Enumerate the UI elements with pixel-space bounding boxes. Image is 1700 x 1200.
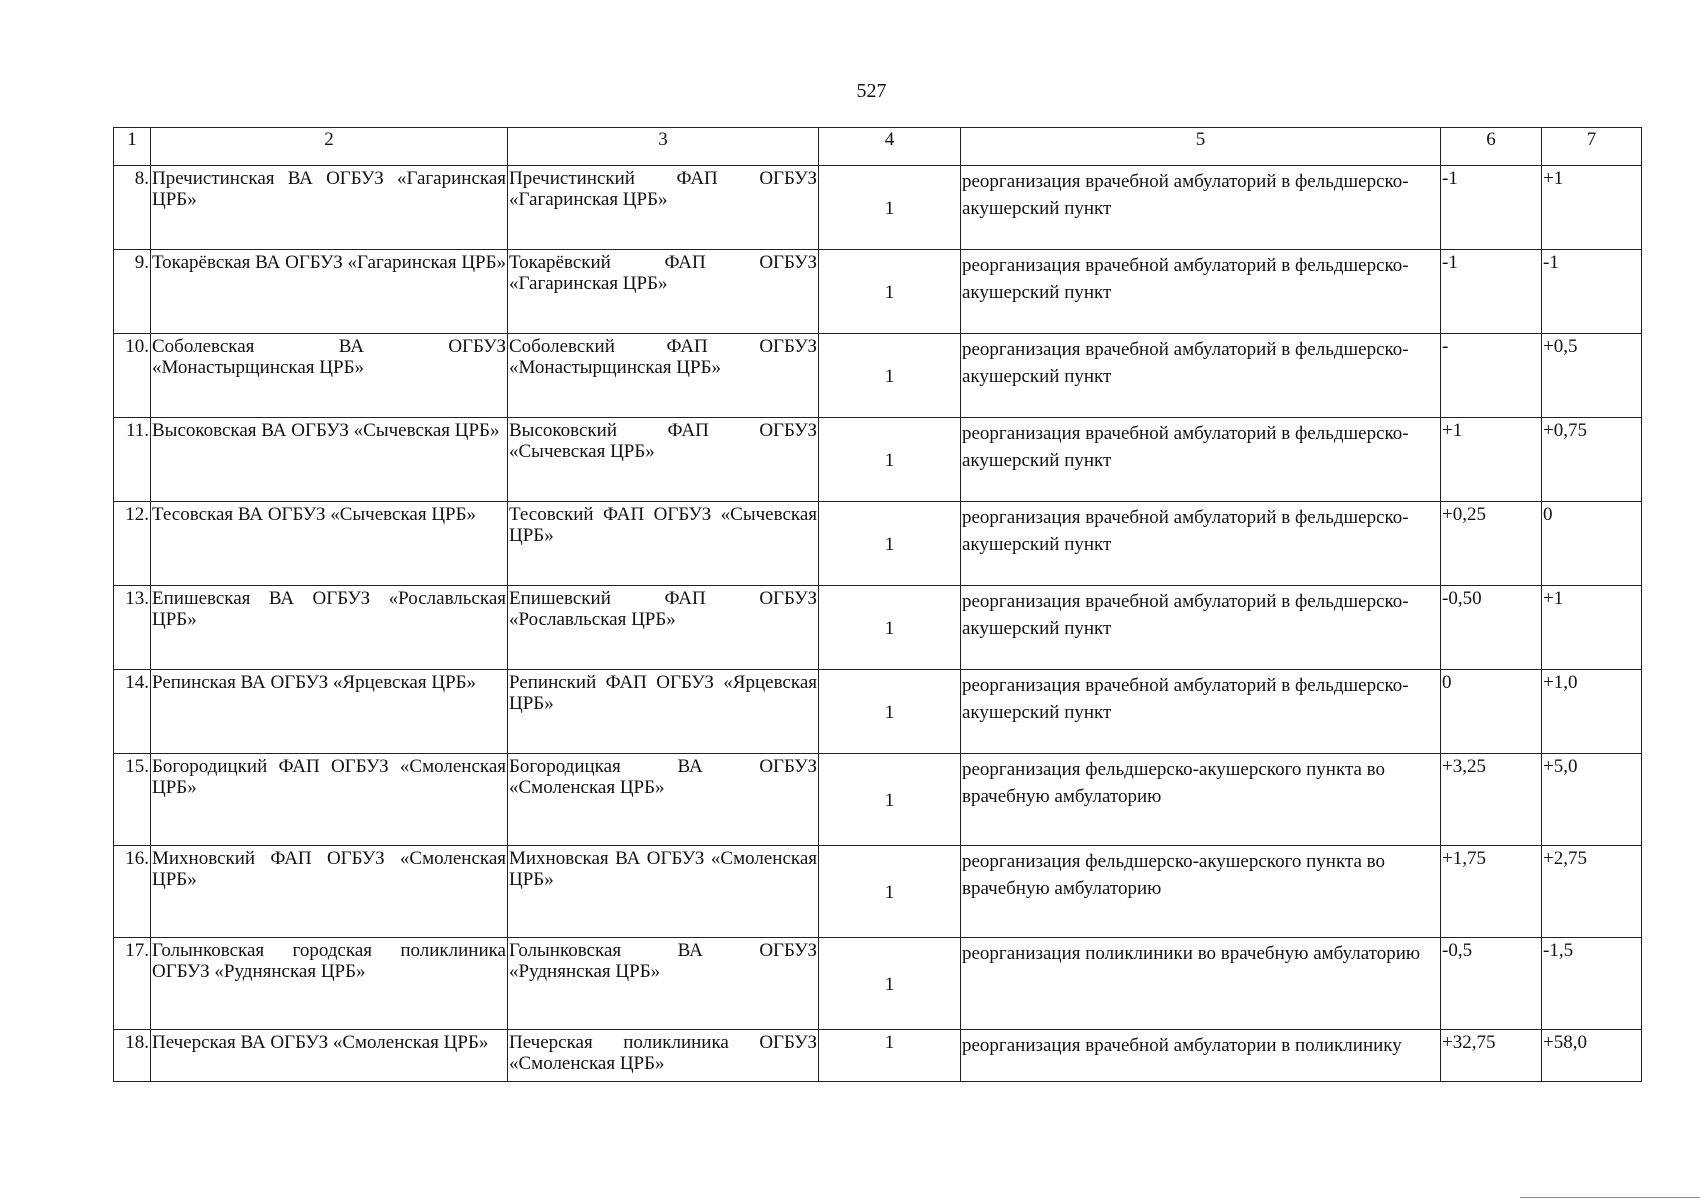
column-6-value-cell: 0 <box>1441 670 1542 754</box>
column-7-value-cell: +1 <box>1542 166 1642 250</box>
column-7-value-cell: +1 <box>1542 586 1642 670</box>
source-facility-cell: Богородицкий ФАП ОГБУЗ «Смоленская ЦРБ» <box>151 754 508 846</box>
column-7-value-cell: -1,5 <box>1542 938 1642 1030</box>
source-facility-cell: Высоковская ВА ОГБУЗ «Сычевская ЦРБ» <box>151 418 508 502</box>
table-row <box>114 502 1642 586</box>
target-facility-cell: Михновская ВА ОГБУЗ «Смоленская ЦРБ» <box>508 846 819 938</box>
description-cell: реорганизация поликлиники во врачебную амбулаторию <box>961 938 1441 1030</box>
count-cell: 1 <box>819 418 961 502</box>
column-6-value-cell: - <box>1441 334 1542 418</box>
target-facility-cell: Голынковская ВА ОГБУЗ «Руднянская ЦРБ» <box>508 938 819 1030</box>
count-cell: 1 <box>819 1030 961 1082</box>
table-row <box>114 1030 1642 1082</box>
target-facility-cell: Богородицкая ВА ОГБУЗ «Смоленская ЦРБ» <box>508 754 819 846</box>
target-facility-cell: Тесовский ФАП ОГБУЗ «Сычевская ЦРБ» <box>508 502 819 586</box>
count-cell: 1 <box>819 586 961 670</box>
source-facility-cell: Тесовская ВА ОГБУЗ «Сычевская ЦРБ» <box>151 502 508 586</box>
target-facility-cell: Соболевский ФАП ОГБУЗ «Монастырщинская ЦРБ» <box>508 334 819 418</box>
row-number-cell: 15. <box>114 754 151 846</box>
column-6-value-cell: +3,25 <box>1441 754 1542 846</box>
column-header: 5 <box>961 128 1441 166</box>
column-6-value-cell: +1,75 <box>1441 846 1542 938</box>
table-row <box>114 846 1642 938</box>
description-cell: реорганизация врачебной амбулаторий в фельдшерско-акушерский пункт <box>961 670 1441 754</box>
target-facility-cell: Репинский ФАП ОГБУЗ «Ярцевская ЦРБ» <box>508 670 819 754</box>
source-facility-cell: Соболевская ВА ОГБУЗ «Монастырщинская ЦРБ» <box>151 334 508 418</box>
table-row <box>114 334 1642 418</box>
row-number-cell: 13. <box>114 586 151 670</box>
source-facility-cell: Пречистинская ВА ОГБУЗ «Гагаринская ЦРБ» <box>151 166 508 250</box>
row-number-cell: 9. <box>114 250 151 334</box>
row-number-cell: 17. <box>114 938 151 1030</box>
description-cell: реорганизация врачебной амбулаторий в фельдшерско-акушерский пункт <box>961 334 1441 418</box>
table-row <box>114 670 1642 754</box>
table-row <box>114 166 1642 250</box>
column-7-value-cell: 0 <box>1542 502 1642 586</box>
description-cell: реорганизация врачебной амбулаторий в фельдшерско-акушерский пункт <box>961 166 1441 250</box>
column-7-value-cell: +5,0 <box>1542 754 1642 846</box>
description-cell: реорганизация врачебной амбулаторий в фельдшерско-акушерский пункт <box>961 586 1441 670</box>
column-6-value-cell: -1 <box>1441 250 1542 334</box>
column-header: 2 <box>151 128 508 166</box>
source-facility-cell: Голынковская городская поликлиника ОГБУЗ «Руднянская ЦРБ» <box>151 938 508 1030</box>
row-number-cell: 16. <box>114 846 151 938</box>
count-cell: 1 <box>819 670 961 754</box>
description-cell: реорганизация врачебной амбулаторий в фельдшерско-акушерский пункт <box>961 418 1441 502</box>
table-row <box>114 754 1642 846</box>
source-facility-cell: Печерская ВА ОГБУЗ «Смоленская ЦРБ» <box>151 1030 508 1082</box>
count-cell: 1 <box>819 754 961 846</box>
column-header: 1 <box>114 128 151 166</box>
reorganization-table <box>113 127 1642 1082</box>
count-cell: 1 <box>819 250 961 334</box>
description-cell: реорганизация фельдшерско-акушерского пункта во врачебную амбулаторию <box>961 846 1441 938</box>
description-cell: реорганизация врачебной амбулаторий в фельдшерско-акушерский пункт <box>961 502 1441 586</box>
column-6-value-cell: -0,5 <box>1441 938 1542 1030</box>
count-cell: 1 <box>819 846 961 938</box>
source-facility-cell: Репинская ВА ОГБУЗ «Ярцевская ЦРБ» <box>151 670 508 754</box>
count-cell: 1 <box>819 166 961 250</box>
target-facility-cell: Пречистинский ФАП ОГБУЗ «Гагаринская ЦРБ» <box>508 166 819 250</box>
scan-edge-line <box>1520 1197 1700 1198</box>
description-cell: реорганизация врачебной амбулатории в поликлинику <box>961 1030 1441 1082</box>
table-row <box>114 418 1642 502</box>
table-row <box>114 938 1642 1030</box>
table-row <box>114 250 1642 334</box>
column-7-value-cell: +0,75 <box>1542 418 1642 502</box>
table-row <box>114 586 1642 670</box>
column-6-value-cell: +0,25 <box>1441 502 1542 586</box>
source-facility-cell: Епишевская ВА ОГБУЗ «Рославльская ЦРБ» <box>151 586 508 670</box>
row-number-cell: 18. <box>114 1030 151 1082</box>
target-facility-cell: Высоковский ФАП ОГБУЗ «Сычевская ЦРБ» <box>508 418 819 502</box>
row-number-cell: 11. <box>114 418 151 502</box>
column-7-value-cell: +1,0 <box>1542 670 1642 754</box>
column-7-value-cell: +58,0 <box>1542 1030 1642 1082</box>
column-header: 3 <box>508 128 819 166</box>
column-6-value-cell: -0,50 <box>1441 586 1542 670</box>
count-cell: 1 <box>819 938 961 1030</box>
page-number: 527 <box>856 80 887 102</box>
target-facility-cell: Печерская поликлиника ОГБУЗ «Смоленская ЦРБ» <box>508 1030 819 1082</box>
column-header: 4 <box>819 128 961 166</box>
column-6-value-cell: -1 <box>1441 166 1542 250</box>
column-header: 6 <box>1441 128 1542 166</box>
description-cell: реорганизация фельдшерско-акушерского пункта во врачебную амбулаторию <box>961 754 1441 846</box>
row-number-cell: 12. <box>114 502 151 586</box>
table-header-row <box>114 128 1642 166</box>
row-number-cell: 10. <box>114 334 151 418</box>
column-7-value-cell: -1 <box>1542 250 1642 334</box>
row-number-cell: 14. <box>114 670 151 754</box>
target-facility-cell: Епишевский ФАП ОГБУЗ «Рославльская ЦРБ» <box>508 586 819 670</box>
column-7-value-cell: +2,75 <box>1542 846 1642 938</box>
source-facility-cell: Токарёвская ВА ОГБУЗ «Гагаринская ЦРБ» <box>151 250 508 334</box>
column-6-value-cell: +1 <box>1441 418 1542 502</box>
column-7-value-cell: +0,5 <box>1542 334 1642 418</box>
count-cell: 1 <box>819 502 961 586</box>
count-cell: 1 <box>819 334 961 418</box>
source-facility-cell: Михновский ФАП ОГБУЗ «Смоленская ЦРБ» <box>151 846 508 938</box>
description-cell: реорганизация врачебной амбулаторий в фельдшерско-акушерский пункт <box>961 250 1441 334</box>
column-header: 7 <box>1542 128 1642 166</box>
column-6-value-cell: +32,75 <box>1441 1030 1542 1082</box>
row-number-cell: 8. <box>114 166 151 250</box>
target-facility-cell: Токарёвский ФАП ОГБУЗ «Гагаринская ЦРБ» <box>508 250 819 334</box>
